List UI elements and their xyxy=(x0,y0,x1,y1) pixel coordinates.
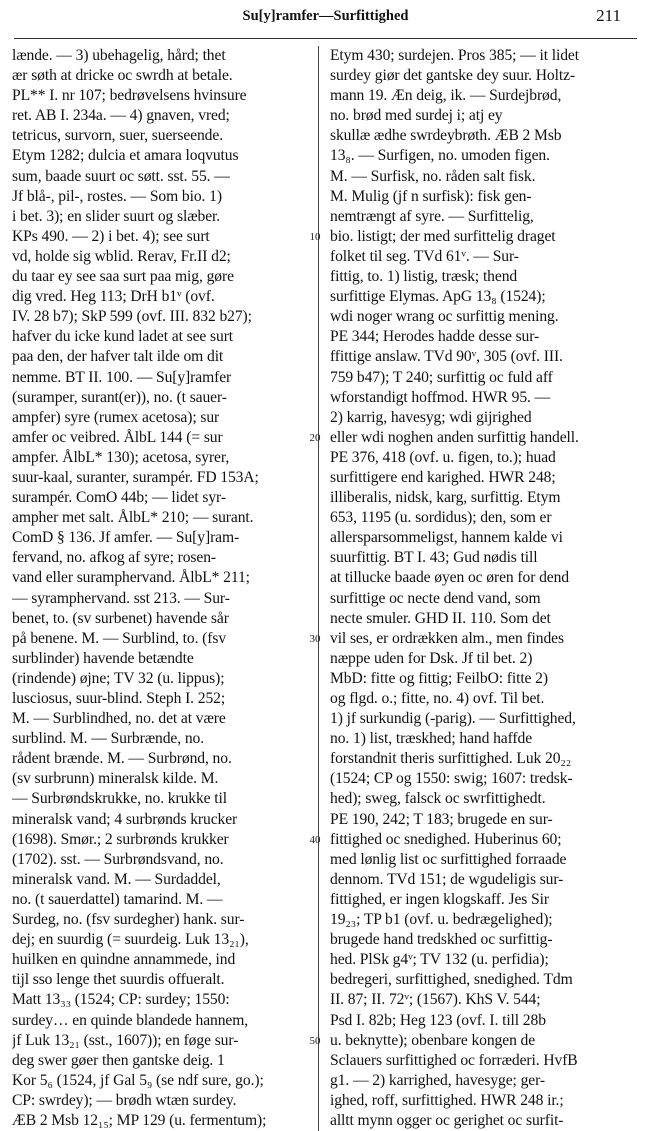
text-line: Psd I. 82b; Heg 123 (ovf. I. till 28b xyxy=(330,1011,546,1029)
text-line: (rindende) øjne; TV 32 (u. lippus); xyxy=(12,669,225,687)
text-line: hed. PlSk g4ᵛ; TV 132 (u. perfidia); xyxy=(330,951,549,969)
text-line: CP: swrdey); — brødh wtæn surdey. xyxy=(12,1091,237,1109)
text-line: 653, 1195 (u. sordidus); den, som er xyxy=(330,509,552,527)
text-line: 759 b47); T 240; surfittig oc fuld aff xyxy=(330,368,553,386)
text-line: lusciosus, suur-blind. Steph I. 252; xyxy=(12,690,226,707)
text-line: Etym 1282; dulcia et amara loqvutus xyxy=(12,147,239,165)
text-line: med lønlig list oc surfittighed forraade xyxy=(330,850,567,868)
text-line: no. brød med surdej i; atj ey xyxy=(330,107,503,125)
text-line: wdi noger wrang oc surfittig mening. xyxy=(330,308,559,326)
text-line: skullæ ædhe swrdeybrøth. ÆB 2 Msb xyxy=(330,127,562,145)
text-line: (suramper, surant(er)), no. (t sauer- xyxy=(12,388,227,406)
text-line: bio. listigt; der med surfittelig draget xyxy=(330,227,556,245)
text-line: Jf blå-, pil-, rostes. — Som bio. 1) xyxy=(12,187,222,205)
text-line: IV. 28 b7); SkP 599 (ovf. III. 832 b27); xyxy=(12,308,252,326)
text-line: lænde. — 3) ubehagelig, hård; thet xyxy=(12,47,226,64)
text-line: (1702). sst. — Surbrøndsvand, no. xyxy=(12,850,224,868)
text-line: i bet. 3); en slider suurt og slæber. xyxy=(12,207,221,225)
text-line: ær søth at dricke oc swrdh at betale. xyxy=(12,67,233,85)
text-line: vd, holde sig wblid. Rerav, Fr.II d2; xyxy=(12,247,231,265)
margin-line-number: 30 xyxy=(309,632,321,645)
margin-line-number: 50 xyxy=(309,1034,321,1047)
text-line: du taar ey see saa surt paa mig, gøre xyxy=(12,268,234,286)
text-line: folket til seg. TVd 61ᵛ. — Sur- xyxy=(330,247,519,265)
text-line: M. — Surblindhed, no. det at være xyxy=(12,710,226,728)
text-line: surampér. ComO 44b; — lidet syr- xyxy=(12,489,226,507)
text-line: Surdeg, no. (fsv surdegher) hank. sur- xyxy=(12,911,245,929)
text-line: hed); sweg, falsck oc swrfittighedt. xyxy=(330,790,546,808)
text-line: allersparsommeligst, hannem kalde vi xyxy=(330,529,563,547)
text-line: PL** I. nr 107; bedrøvelsens hvinsure xyxy=(12,87,247,105)
text-line: vil ses, er ordrækken alm., men findes xyxy=(330,629,564,647)
text-line: necte smuler. GHD II. 110. Som det xyxy=(330,609,551,627)
text-line: — syramphervand. sst 213. — Sur- xyxy=(12,589,230,607)
text-line: dig vred. Heg 113; DrH b1ᵛ (ovf. xyxy=(12,288,215,306)
text-line: huilken en quindne annammede, ind xyxy=(12,951,236,969)
text-line: surfittigere end karighed. HWR 248; xyxy=(330,468,556,486)
text-line: eller wdi noghen anden surfittig handell. xyxy=(330,428,579,446)
text-line: Etym 430; surdejen. Pros 385; — it lidet xyxy=(330,47,579,64)
text-line: (1698). Smør.; 2 surbrønds krukker xyxy=(12,830,229,848)
text-line: ighed, roff, surfittighed. HWR 248 ir.; xyxy=(330,1091,564,1109)
text-line: dennom. TVd 151; de wgudeligis sur- xyxy=(330,870,564,888)
text-line: paa den, der hafver talt ilde om dit xyxy=(12,348,224,366)
margin-line-number: 10 xyxy=(309,230,321,243)
text-line: ret. AB I. 234a. — 4) gnaven, vred; xyxy=(12,107,230,125)
text-line: u. beknytte); obenbare kongen de xyxy=(330,1031,536,1049)
text-line: at tillucke baade øyen oc øren for dend xyxy=(330,569,569,587)
text-line: MbD: fitte og fittig; FeilbO: fitte 2) xyxy=(330,669,548,687)
text-line: fervand, no. afkog af syre; rosen- xyxy=(12,549,217,567)
text-line: 13₈. — Surfigen, no. umoden figen. xyxy=(330,147,550,165)
text-line: ampfer) syre (rumex acetosa); sur xyxy=(12,408,220,426)
text-line: Matt 13₃₃ (1524; CP: surdey; 1550: xyxy=(12,991,230,1009)
text-line: ffittige anslaw. TVd 90ᵛ, 305 (ovf. III. xyxy=(330,348,563,366)
text-line: deg swer gøer then gantske deig. 1 xyxy=(12,1051,225,1069)
text-line: PE 190, 242; T 183; brugede en sur- xyxy=(330,810,553,828)
text-line: surfittige oc necte dend vand, som xyxy=(330,589,541,607)
text-line: illiberalis, nidsk, karg, surfittig. Etym xyxy=(330,489,561,507)
text-line: forstandnit theris surfittighed. Luk 20₂₂ xyxy=(330,750,572,768)
text-line: II. 87; II. 72ᵛ; (1567). KhS V. 544; xyxy=(330,991,541,1009)
text-line: surdey giør det gantske dey suur. Holtz- xyxy=(330,67,576,85)
right-column xyxy=(330,46,636,1131)
text-line: 1) jf surkundig (-parig). — Surfittighed, xyxy=(330,710,576,728)
text-line: fittighed, er ingen klogskaff. Jes Sir xyxy=(330,890,549,908)
text-line: på benene. M. — Surblind, to. (fsv xyxy=(12,629,227,647)
text-line: PE 376, 418 (ovf. u. figen, to.); huad xyxy=(330,448,556,466)
text-line: surdey… en quinde blandede hannem, xyxy=(12,1011,249,1029)
left-column xyxy=(12,46,319,1131)
text-line: sum, baade suurt oc søtt. sst. 55. — xyxy=(12,167,230,185)
text-line: rådent brænde. M. — Surbrønd, no. xyxy=(12,750,232,768)
text-line: suurfittig. BT I. 43; Gud nødis till xyxy=(330,549,538,567)
text-line: (sv surbrunn) mineralsk kilde. M. xyxy=(12,770,219,788)
text-line: ampher met salt. ÅlbL* 210; — surant. xyxy=(12,509,254,527)
text-line: benet, to. (sv surbenet) havende sår xyxy=(12,609,229,627)
text-line: mineralsk vand. M. — Surdaddel, xyxy=(12,870,221,888)
margin-line-number: 40 xyxy=(309,833,321,846)
text-line: bedregeri, surfittighed, snedighed. Tdm xyxy=(330,971,573,989)
text-line: surblind. M. — Surbrænde, no. xyxy=(12,730,205,748)
text-line: mineralsk vand; 4 surbrønds krucker xyxy=(12,810,238,828)
page-header xyxy=(0,6,651,32)
running-head: Su[y]ramfer—Surfittighed xyxy=(242,8,409,24)
text-line: tetricus, survorn, suer, suerseende. xyxy=(12,127,223,145)
text-line: KPs 490. — 2) i bet. 4); see surt xyxy=(12,227,210,245)
text-line: suur-kaal, suranter, surampér. FD 153A; xyxy=(12,468,259,486)
text-line: — Surbrøndskrukke, no. krukke til xyxy=(12,790,227,808)
text-line: Kor 5₆ (1524, jf Gal 5₉ (se ndf sure, go.); xyxy=(12,1071,264,1089)
text-line: surblinder) havende betændte xyxy=(12,649,194,667)
text-line: mann 19. Æn deig, ik. — Surdejbrød, xyxy=(330,87,562,105)
text-line: 2) karrig, havesyg; wdi gijrighed xyxy=(330,408,532,426)
text-line: amfer oc veibred. ÅlbL 144 (= sur xyxy=(12,428,223,446)
text-line: g1. — 2) karrighed, havesyge; ger- xyxy=(330,1071,545,1089)
text-line: PE 344; Herodes hadde desse sur- xyxy=(330,328,540,346)
margin-line-number: 20 xyxy=(309,431,321,444)
text-line: M. — Surfisk, no. råden salt fisk. xyxy=(330,167,536,185)
text-line: nemme. BT II. 100. — Su[y]ramfer xyxy=(12,368,232,386)
text-line: ampfer. ÅlbL* 130); acetosa, syrer, xyxy=(12,448,230,466)
text-line: ÆB 2 Msb 12₁₅; MP 129 (u. fermentum); xyxy=(12,1111,267,1129)
text-line: Sclauers surfittighed oc forræderi. HvfB xyxy=(330,1051,578,1069)
text-line: vand eller suramphervand. ÅlbL* 211; xyxy=(12,569,250,587)
text-line: wforstandigt hoffmod. HWR 95. — xyxy=(330,388,551,406)
header-rule xyxy=(14,38,637,39)
text-line: hafver du icke kund ladet at see surt xyxy=(12,328,234,346)
page-number: 211 xyxy=(596,6,621,25)
text-line: no. (t sauerdattel) tamarind. M. — xyxy=(12,890,223,908)
text-line: ComD § 136. Jf amfer. — Su[y]ram- xyxy=(12,529,240,547)
text-line: og flgd. o.; fitte, no. 4) ovf. Til bet. xyxy=(330,690,545,707)
text-line: jf Luk 13₂₁ (sst., 1607)); en føge sur- xyxy=(12,1031,239,1049)
text-line: no. 1) list, træskhed; hand haffde xyxy=(330,730,533,748)
text-line: alltt mynn ogger oc gerighet oc surfit- xyxy=(330,1111,564,1129)
text-line: 19₂₃; TP b1 (ovf. u. bedrægelighed); xyxy=(330,911,553,929)
text-line: M. Mulig (jf n surfisk): fisk gen- xyxy=(330,187,532,205)
text-line: (1524; CP og 1550: swig; 1607: tredsk- xyxy=(330,770,573,788)
text-line: dej; en suurdig (= suurdeig. Luk 13₂₁), xyxy=(12,931,249,949)
text-line: fittig, to. 1) listig, træsk; thend xyxy=(330,268,518,286)
text-line: tijl sso lenge thet suurdis offueralt. xyxy=(12,971,225,989)
text-line: surfittige Elymas. ApG 13₈ (1524); xyxy=(330,288,546,306)
text-line: næppe uden for Dsk. Jf til bet. 2) xyxy=(330,649,533,667)
text-line: brugede hand tredskhed oc surfittig- xyxy=(330,931,553,949)
text-line: nemtrængt af syre. — Surfittelig, xyxy=(330,207,534,225)
text-line: fittighed oc snedighed. Huberinus 60; xyxy=(330,830,562,848)
